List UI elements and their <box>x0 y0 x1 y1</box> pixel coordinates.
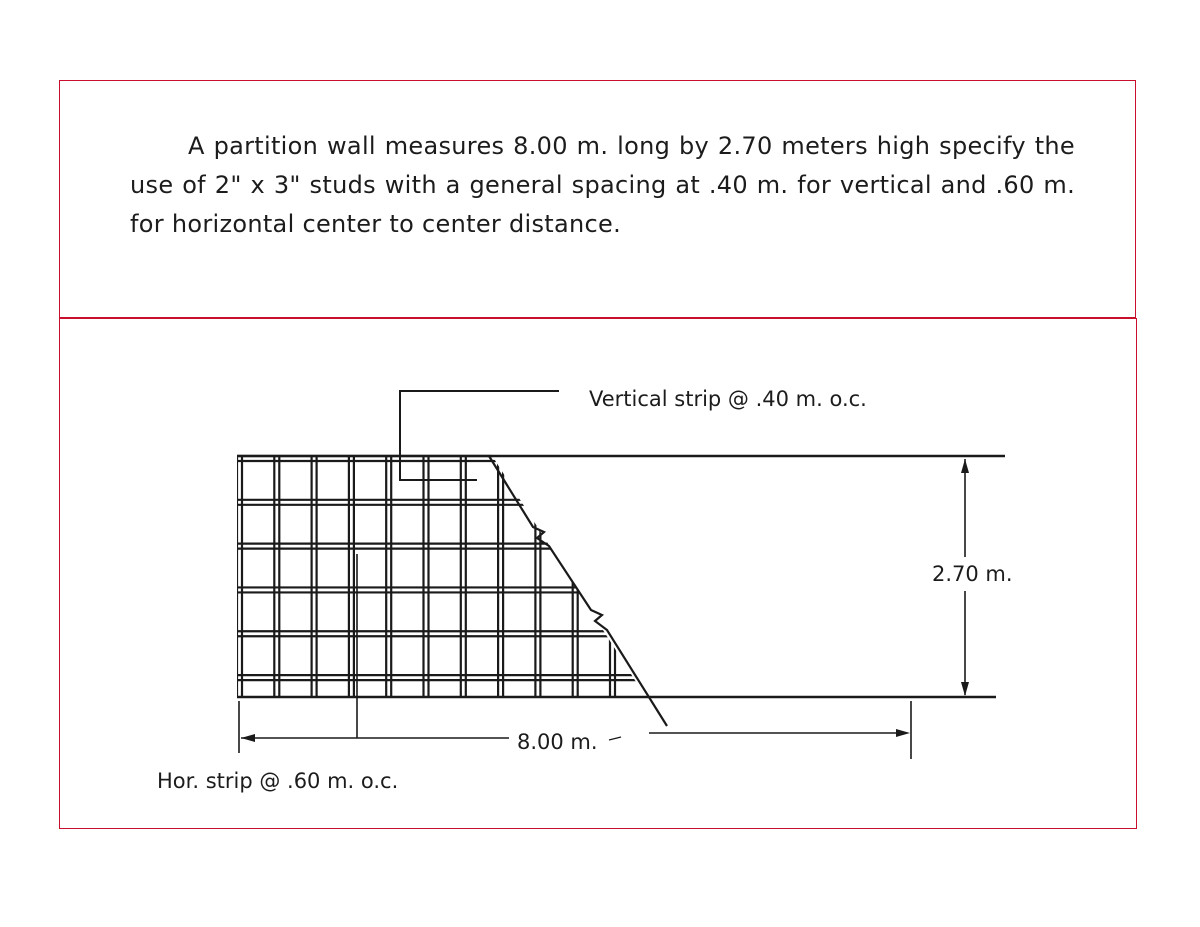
diagram-box <box>59 318 1137 829</box>
partition-wall-diagram <box>60 319 1136 828</box>
horizontal-strip-label: Hor. strip @ .60 m. o.c. <box>157 769 399 793</box>
length-dimension <box>239 701 911 759</box>
stud-grid <box>237 456 1001 697</box>
height-dimension <box>932 459 1013 696</box>
vertical-strip-label: Vertical strip @ .40 m. o.c. <box>589 387 867 411</box>
problem-statement-text: A partition wall measures 8.00 m. long by 2.70 meters high specify the use of 2" x 3" studs with a general spacing at .40 m. for vertical and .60 m. for horizontal center to center distance. <box>130 132 1075 238</box>
problem-statement-box <box>59 80 1136 318</box>
length-label: 8.00 m. <box>517 730 598 754</box>
height-label: 2.70 m. <box>932 562 1013 586</box>
